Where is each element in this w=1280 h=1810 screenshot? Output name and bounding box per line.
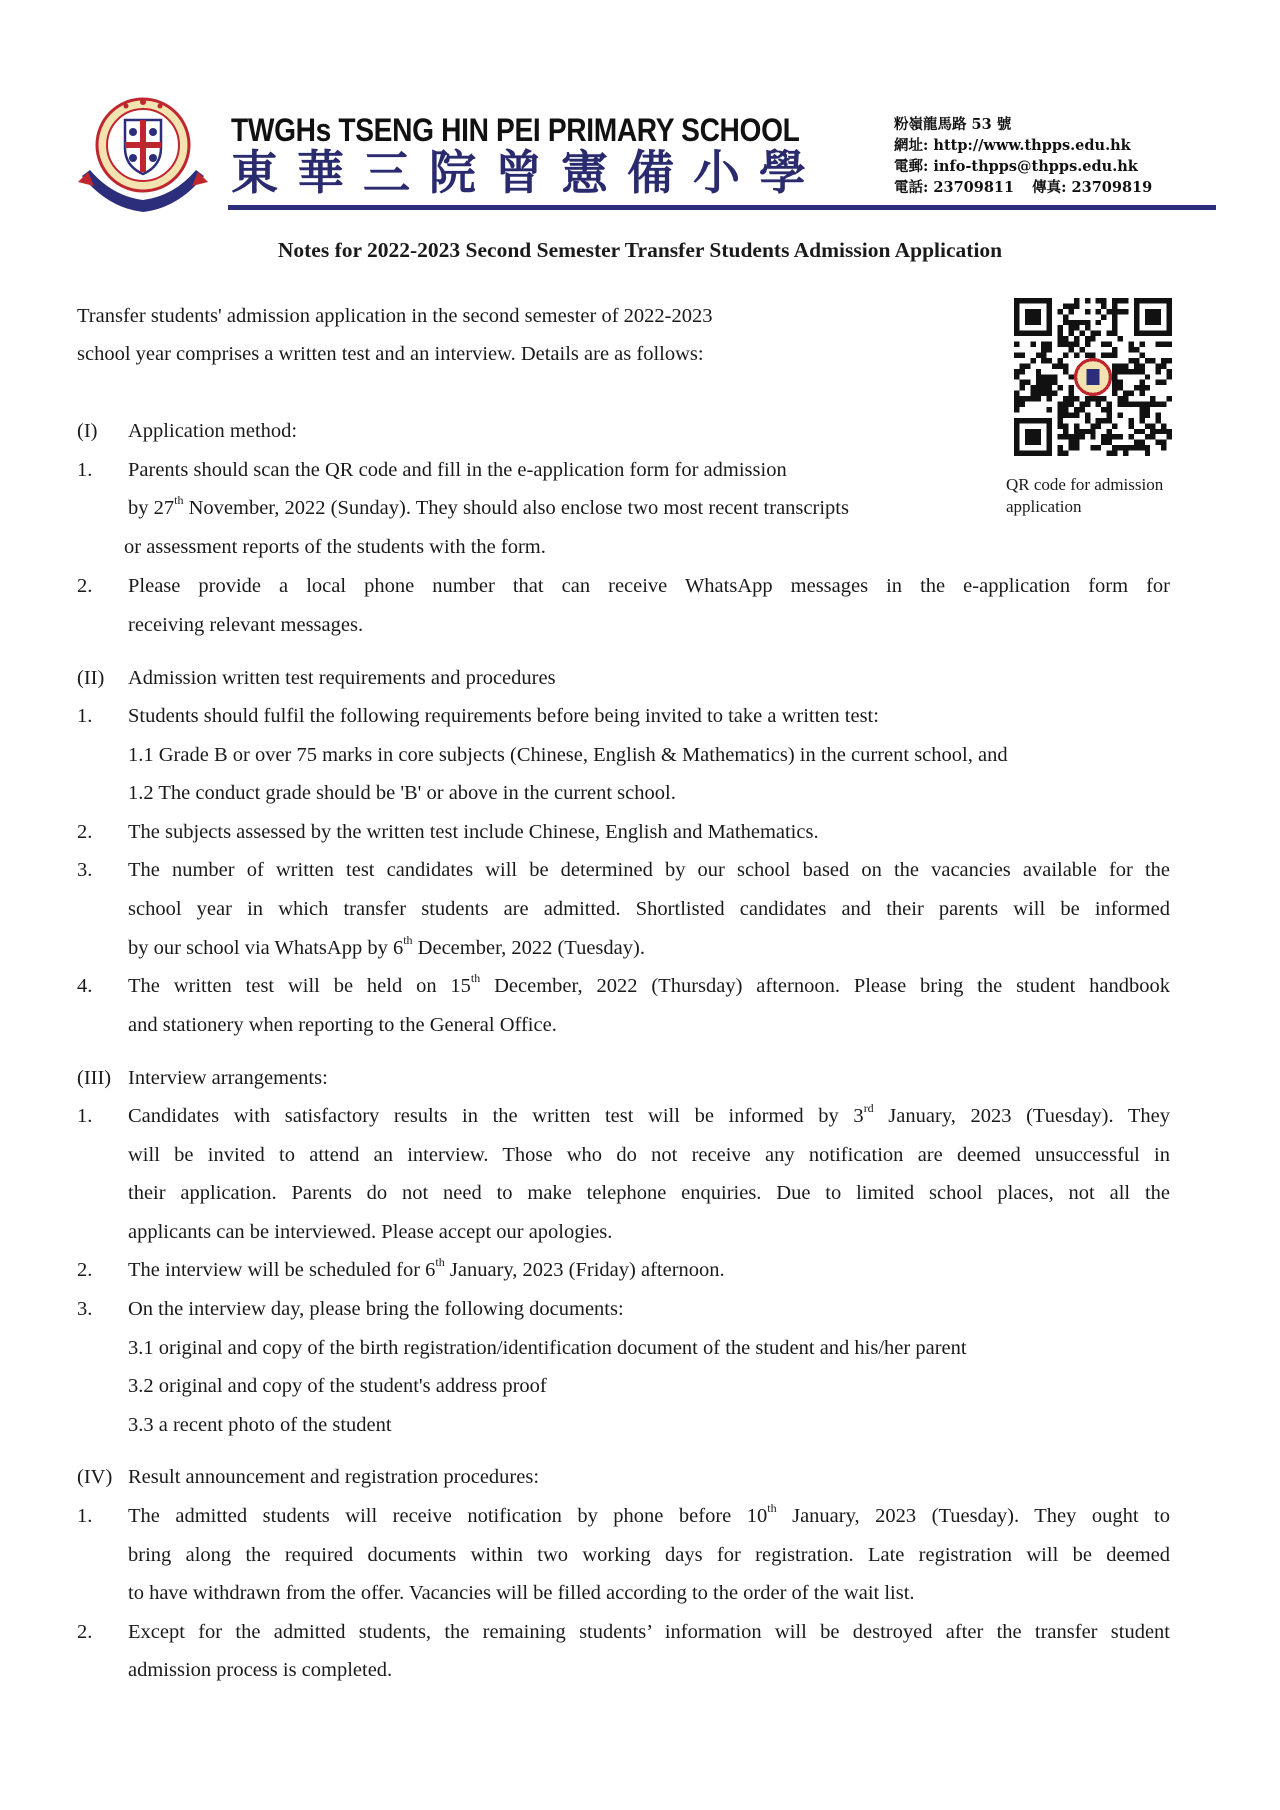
qr-caption — [1006, 474, 1163, 518]
s3-item-1-line-3: their application. Parents do not need to make telephone enquiries. Due to limited school places, not all the — [128, 1182, 1170, 1204]
section-2-heading: Admission written test requirements and procedures — [128, 667, 556, 689]
s2-item-2-line-1: The subjects assessed by the written test include Chinese, English and Mathematics. — [128, 821, 819, 843]
phone-fax-line — [894, 177, 1152, 198]
section-1-heading: Application method: — [128, 420, 298, 442]
s3-item-2-number: 2. — [77, 1259, 93, 1281]
section-1-label: (I) — [77, 420, 98, 442]
s3-item-3-line-3: 3.2 original and copy of the student's address proof — [128, 1375, 547, 1397]
intro-line-1: Transfer students' admission application in the second semester of 2022-2023 — [77, 305, 713, 327]
document-title: Notes for 2022-2023 Second Semester Transfer Students Admission Application — [277, 238, 1003, 262]
s2-item-1-line-2: 1.1 Grade B or over 75 marks in core subjects (Chinese, English & Mathematics) in the current school, and — [128, 744, 1008, 766]
s2-item-4-line-2: and stationery when reporting to the General Office. — [128, 1014, 557, 1036]
s1-item-1-number: 1. — [77, 459, 93, 481]
school-website: 網址: http://www.thpps.edu.hk — [894, 137, 1131, 154]
s3-item-3-line-1: On the interview day, please bring the following documents: — [128, 1298, 624, 1320]
school-email: 電郵: info-thpps@thpps.edu.hk — [894, 158, 1138, 175]
s3-item-2-line-1: The interview will be scheduled for 6th January, 2023 (Friday) afternoon. — [128, 1255, 725, 1281]
s1-item-2-line-2: receiving relevant messages. — [128, 614, 364, 636]
s2-item-3-line-2: school year in which transfer students are admitted. Shortlisted candidates and their parents will be informed — [128, 898, 1170, 920]
school-name-english: TWGHs TSENG HIN PEI PRIMARY SCHOOL — [231, 112, 800, 148]
s1-item-1-line-2: by 27th November, 2022 (Sunday). They should also enclose two most recent transcripts — [128, 493, 849, 519]
s1-item-1-line-3: or assessment reports of the students with the form. — [124, 536, 546, 558]
s2-item-3-line-3: by our school via WhatsApp by 6th December, 2022 (Tuesday). — [128, 933, 645, 959]
s2-item-4-number: 4. — [77, 975, 93, 997]
s4-item-1-number: 1. — [77, 1505, 93, 1527]
s1-item-1-line-1: Parents should scan the QR code and fill in the e-application form for admission — [128, 459, 787, 481]
s2-item-1-line-3: 1.2 The conduct grade should be 'B' or above in the current school. — [128, 782, 676, 804]
school-name-chinese: 東華三院曾憲備小學 — [231, 146, 825, 201]
qr-caption-line-2: application — [1006, 497, 1082, 516]
section-3-heading: Interview arrangements: — [128, 1067, 328, 1089]
intro-line-2: school year comprises a written test and an interview. Details are as follows: — [77, 343, 704, 365]
s3-item-1-line-2: will be invited to attend an interview. Those who do not receive any notification are deemed unsuccessful in — [128, 1144, 1170, 1166]
qr-code-icon — [1014, 298, 1172, 456]
section-2-label: (II) — [77, 667, 105, 689]
s4-item-1-line-3: to have withdrawn from the offer. Vacancies will be filled according to the order of the wait list. — [128, 1582, 915, 1604]
s2-item-3-number: 3. — [77, 859, 93, 881]
s1-item-2-number: 2. — [77, 575, 93, 597]
letterhead — [78, 88, 1153, 218]
s3-item-3-line-4: 3.3 a recent photo of the student — [128, 1414, 392, 1436]
s3-item-1-number: 1. — [77, 1105, 93, 1127]
s3-item-3-number: 3. — [77, 1298, 93, 1320]
contact-block — [894, 114, 1152, 198]
section-4-label: (IV) — [77, 1466, 113, 1488]
qr-caption-line-1: QR code for admission — [1006, 475, 1164, 494]
section-4-heading: Result announcement and registration procedures: — [128, 1466, 540, 1488]
s3-item-1-line-1: Candidates with satisfactory results in the written test will be informed by 3rd January, 2023 (Tuesday). They — [128, 1101, 1170, 1127]
section-3-label: (III) — [77, 1067, 112, 1089]
s3-item-3-line-2: 3.1 original and copy of the birth registration/identification document of the student and his/her parent — [128, 1337, 967, 1359]
s1-item-2-line-1: Please provide a local phone number that can receive WhatsApp messages in the e-application form for — [128, 575, 1170, 597]
school-phone: 電話: 23709811 — [894, 179, 1015, 196]
s4-item-1-line-1: The admitted students will receive notification by phone before 10th January, 2023 (Tuesday). They ought to — [128, 1501, 1170, 1527]
school-fax: 傳真: 23709819 — [1032, 179, 1153, 196]
s4-item-2-number: 2. — [77, 1621, 93, 1643]
s4-item-2-line-2: admission process is completed. — [128, 1659, 393, 1681]
s2-item-4-line-1: The written test will be held on 15th December, 2022 (Thursday) afternoon. Please bring the student handbook — [128, 971, 1170, 997]
school-address: 粉嶺龍馬路 53 號 — [894, 116, 1012, 133]
s2-item-1-number: 1. — [77, 705, 93, 727]
s2-item-1-line-1: Students should fulfil the following requirements before being invited to take a written test: — [128, 705, 879, 727]
s2-item-3-line-1: The number of written test candidates will be determined by our school based on the vacancies available for the — [128, 859, 1170, 881]
s4-item-2-line-1: Except for the admitted students, the remaining students’ information will be destroyed after the transfer student — [128, 1621, 1170, 1643]
s3-item-1-line-4: applicants can be interviewed. Please accept our apologies. — [128, 1221, 613, 1243]
s2-item-2-number: 2. — [77, 821, 93, 843]
school-crest-logo — [78, 90, 208, 215]
header-divider — [228, 205, 1216, 210]
s4-item-1-line-2: bring along the required documents within two working days for registration. Late registration will be deemed — [128, 1544, 1170, 1566]
